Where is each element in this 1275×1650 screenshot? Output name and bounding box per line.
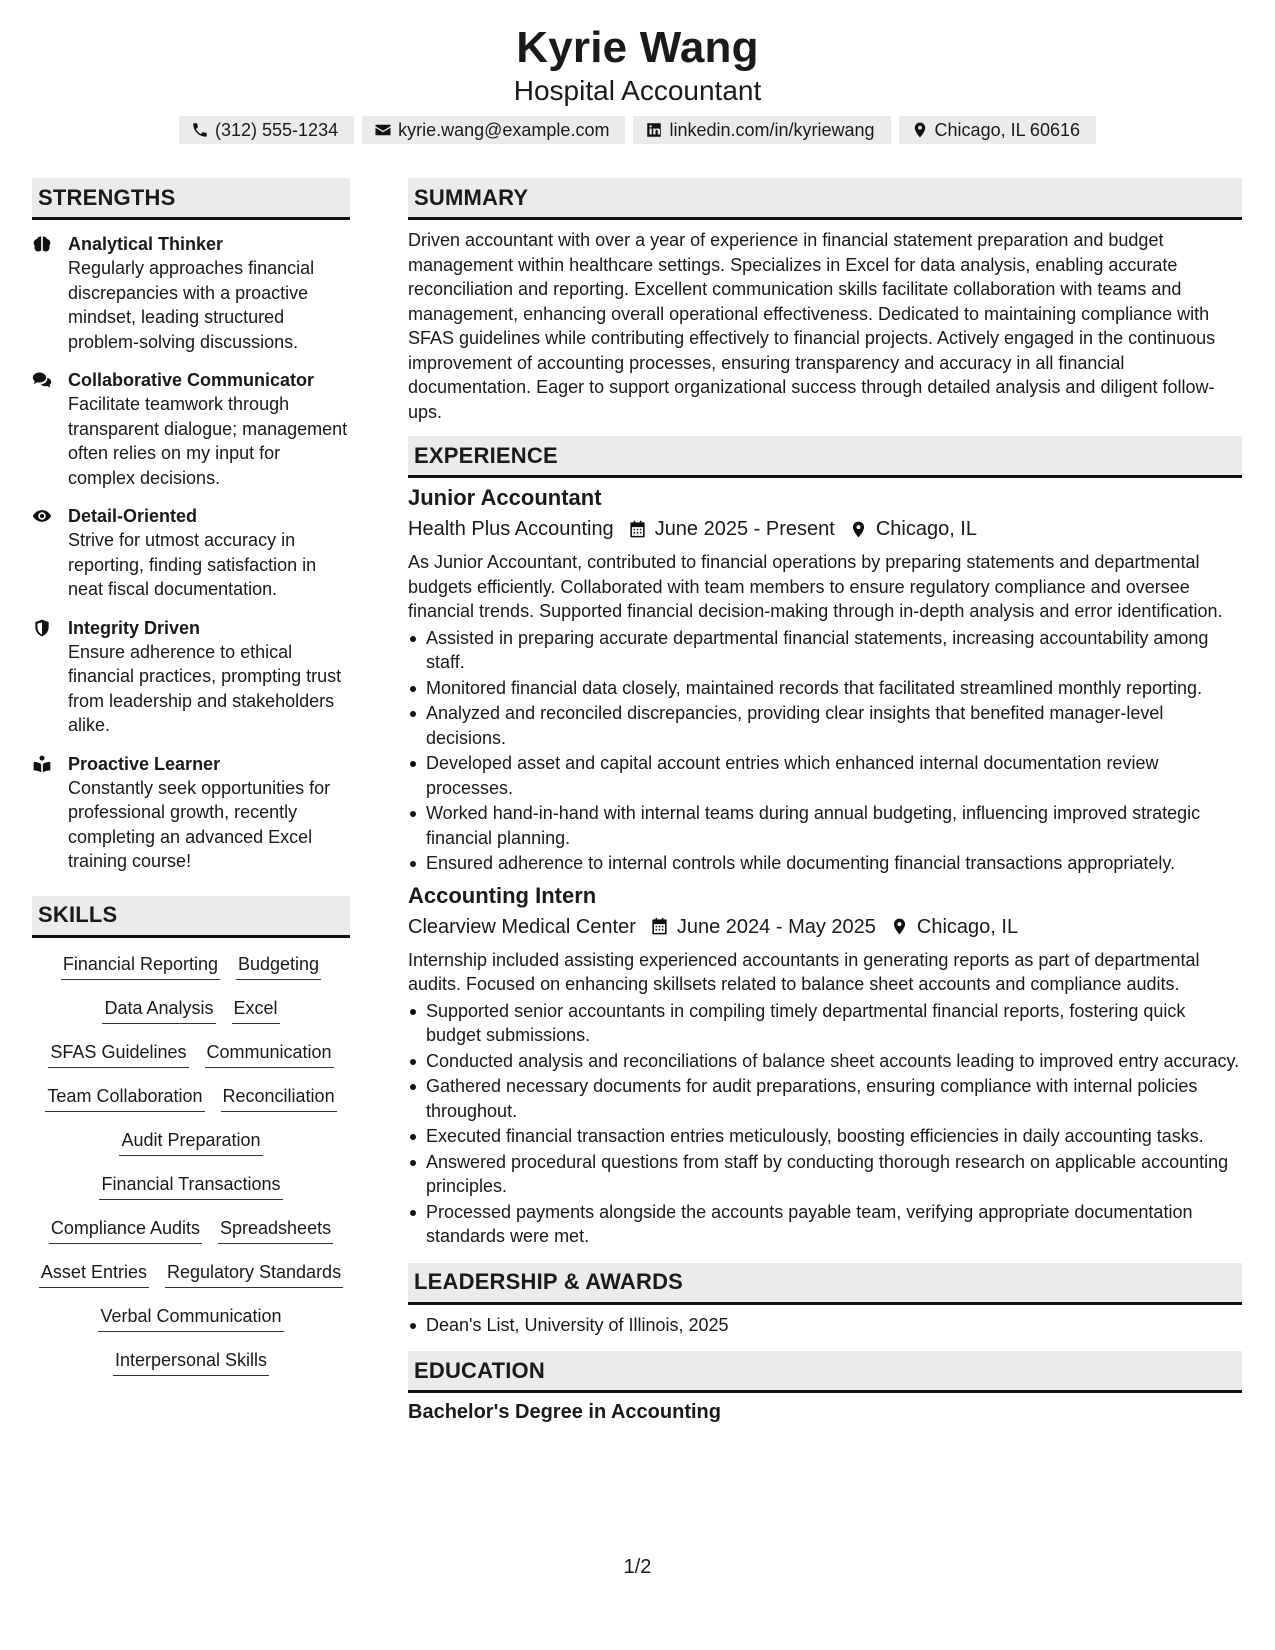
job-bullet: Assisted in preparing accurate departmental financial statements, increasing accountability among staff. bbox=[408, 626, 1242, 675]
strength-name: Proactive Learner bbox=[68, 753, 221, 774]
book-reader-icon bbox=[32, 754, 52, 774]
skill-tag: Audit Preparation bbox=[119, 1128, 262, 1156]
skill-tag: Financial Transactions bbox=[99, 1172, 282, 1200]
job-location: Chicago, IL bbox=[875, 518, 977, 540]
skill-tag: Interpersonal Skills bbox=[113, 1348, 269, 1376]
job-bullets bbox=[408, 999, 1242, 1249]
map-pin-icon bbox=[849, 520, 868, 539]
strengths-list bbox=[32, 232, 350, 874]
job-bullet: Developed asset and capital account entries which enhanced internal documentation review processes. bbox=[408, 751, 1242, 800]
strengths-heading: STRENGTHS bbox=[32, 178, 350, 220]
job-dates: June 2025 - Present bbox=[654, 518, 835, 540]
page-number: 1/2 bbox=[623, 1556, 652, 1578]
job-description: Internship included assisting experienced accountants in generating reports as part of departmental audits. Focused on enhancing skillsets related to balance sheet accounts and compliance audits. bbox=[408, 949, 1200, 994]
strength-name: Collaborative Communicator bbox=[68, 370, 315, 390]
strength-description: Ensure adherence to ethical financial practices, prompting trust from leadership and stakeholders alike. bbox=[68, 641, 342, 735]
experience-heading: EXPERIENCE bbox=[408, 436, 1242, 478]
strength-description: Strive for utmost accuracy in reporting, finding satisfaction in neat fiscal documentation. bbox=[68, 530, 317, 599]
skill-tag: Budgeting bbox=[236, 952, 321, 980]
job-company: Clearview Medical Center bbox=[408, 915, 636, 938]
job-title: Accounting Intern bbox=[408, 882, 597, 908]
calendar-icon bbox=[650, 917, 669, 936]
linkedin-icon bbox=[645, 121, 663, 139]
strength-name: Analytical Thinker bbox=[68, 234, 224, 254]
job-entry bbox=[408, 484, 1242, 876]
job-bullet: Answered procedural questions from staff by conducting thorough research on applicable accounting principles. bbox=[408, 1150, 1242, 1199]
skill-tag: Team Collaboration bbox=[45, 1084, 204, 1112]
comments-icon bbox=[32, 370, 52, 390]
strength-item bbox=[32, 752, 350, 874]
job-bullet: Executed financial transaction entries meticulously, boosting efficiencies in daily accounting tasks. bbox=[408, 1124, 1242, 1149]
candidate-title: Hospital Accountant bbox=[513, 75, 762, 106]
envelope-icon bbox=[374, 121, 392, 139]
skill-tag: Reconciliation bbox=[221, 1084, 337, 1112]
education-degree: Bachelor's Degree in Accounting bbox=[408, 1401, 721, 1423]
awards-heading: LEADERSHIP & AWARDS bbox=[408, 1263, 1242, 1305]
skill-tag: Regulatory Standards bbox=[165, 1260, 343, 1288]
strength-description: Facilitate teamwork through transparent dialogue; management often relies on my input for complex decisions. bbox=[68, 394, 348, 488]
strength-name: Detail-Oriented bbox=[68, 506, 198, 526]
job-dates: June 2024 - May 2025 bbox=[676, 915, 876, 938]
skill-tag: Excel bbox=[232, 996, 280, 1024]
map-pin-icon bbox=[911, 121, 929, 139]
job-meta bbox=[408, 514, 1242, 544]
skill-tag: SFAS Guidelines bbox=[48, 1040, 188, 1068]
skill-tag: Communication bbox=[205, 1040, 334, 1068]
skill-tag: Spreadsheets bbox=[218, 1216, 333, 1244]
strength-name: Integrity Driven bbox=[68, 617, 201, 638]
shield-icon bbox=[32, 618, 52, 638]
candidate-name: Kyrie Wang bbox=[516, 23, 759, 72]
job-entry bbox=[408, 882, 1242, 1249]
job-bullet: Ensured adherence to internal controls while documenting financial transactions appropriately. bbox=[408, 851, 1242, 876]
strength-item bbox=[32, 368, 350, 490]
resume-header bbox=[0, 22, 1275, 144]
contact-linkedin-text[interactable]: linkedin.com/in/kyriewang bbox=[669, 119, 875, 140]
job-bullet: Worked hand-in-hand with internal teams during annual budgeting, influencing improved strategic financial planning. bbox=[408, 801, 1242, 850]
job-description: As Junior Accountant, contributed to financial operations by preparing statements and departmental budgets efficiently. Collaborated with team members to ensure regulatory compliance and oversee financial trends. Supported financial decision-making through in-depth analysis and error identification. bbox=[408, 552, 1223, 621]
contact-bar bbox=[0, 116, 1275, 144]
contact-linkedin[interactable] bbox=[633, 116, 890, 144]
job-bullet: Monitored financial data closely, maintained records that facilitated streamlined monthly reporting. bbox=[408, 676, 1242, 701]
job-bullet: Processed payments alongside the accounts payable team, verifying appropriate documentation standards were met. bbox=[408, 1200, 1242, 1249]
job-bullets bbox=[408, 626, 1242, 876]
awards-list bbox=[408, 1313, 1242, 1338]
job-meta bbox=[408, 912, 1242, 942]
contact-email[interactable] bbox=[362, 116, 625, 144]
contact-phone bbox=[179, 116, 354, 144]
skill-tag: Financial Reporting bbox=[61, 952, 220, 980]
eye-icon bbox=[32, 506, 52, 526]
brain-icon bbox=[32, 234, 52, 254]
strength-item bbox=[32, 504, 350, 602]
strength-item bbox=[32, 616, 350, 738]
education-heading: EDUCATION bbox=[408, 1351, 1242, 1393]
job-bullet: Gathered necessary documents for audit preparations, ensuring compliance with internal policies throughout. bbox=[408, 1074, 1242, 1123]
job-bullet: Supported senior accountants in compiling timely departmental financial reports, fostering quick budget submissions. bbox=[408, 999, 1242, 1048]
contact-phone-text: (312) 555-1234 bbox=[215, 119, 339, 140]
award-item: Dean's List, University of Illinois, 2025 bbox=[408, 1313, 1242, 1338]
left-column bbox=[32, 178, 350, 1376]
strength-description: Regularly approaches financial discrepancies with a proactive mindset, leading structured problem-solving discussions. bbox=[68, 258, 315, 352]
job-bullet: Analyzed and reconciled discrepancies, providing clear insights that benefited manager-level decisions. bbox=[408, 701, 1242, 750]
contact-location bbox=[899, 116, 1096, 144]
skills-list bbox=[32, 952, 350, 1376]
job-bullet: Conducted analysis and reconciliations of balance sheet accounts leading to improved entry accuracy. bbox=[408, 1049, 1242, 1074]
skill-tag: Verbal Communication bbox=[98, 1304, 283, 1332]
summary-heading: SUMMARY bbox=[408, 178, 1242, 220]
summary-text: Driven accountant with over a year of experience in financial statement preparation and budget management within healthcare settings. Specializes in Excel for data analysis, enabling accurate reconciliation and reporting. Excellent communication skills facilitate collaboration with teams and management, enhancing overall operational effectiveness. Dedicated to maintaining compliance with SFAS guidelines while contributing effectively to financial projects. Actively engaged in the continuous improvement of accounting processes, ensuring transparency and accuracy in all financial documentation. Eager to support organizational success through detailed analysis and diligent follow-ups. bbox=[408, 230, 1216, 422]
strength-description: Constantly seek opportunities for professional growth, recently completing an advanced Excel training course! bbox=[68, 777, 331, 871]
job-title: Junior Accountant bbox=[408, 485, 602, 510]
contact-location-text: Chicago, IL 60616 bbox=[934, 119, 1080, 140]
skill-tag: Compliance Audits bbox=[49, 1216, 202, 1244]
skills-heading: SKILLS bbox=[32, 896, 350, 938]
contact-email-text[interactable]: kyrie.wang@example.com bbox=[398, 119, 610, 140]
phone-icon bbox=[191, 121, 209, 139]
job-company: Health Plus Accounting bbox=[408, 518, 614, 540]
skill-tag: Asset Entries bbox=[39, 1260, 149, 1288]
right-column bbox=[408, 178, 1242, 1424]
job-location: Chicago, IL bbox=[916, 915, 1019, 938]
map-pin-icon bbox=[890, 917, 909, 936]
strength-item bbox=[32, 232, 350, 354]
skill-tag: Data Analysis bbox=[102, 996, 215, 1024]
calendar-icon bbox=[628, 520, 647, 539]
